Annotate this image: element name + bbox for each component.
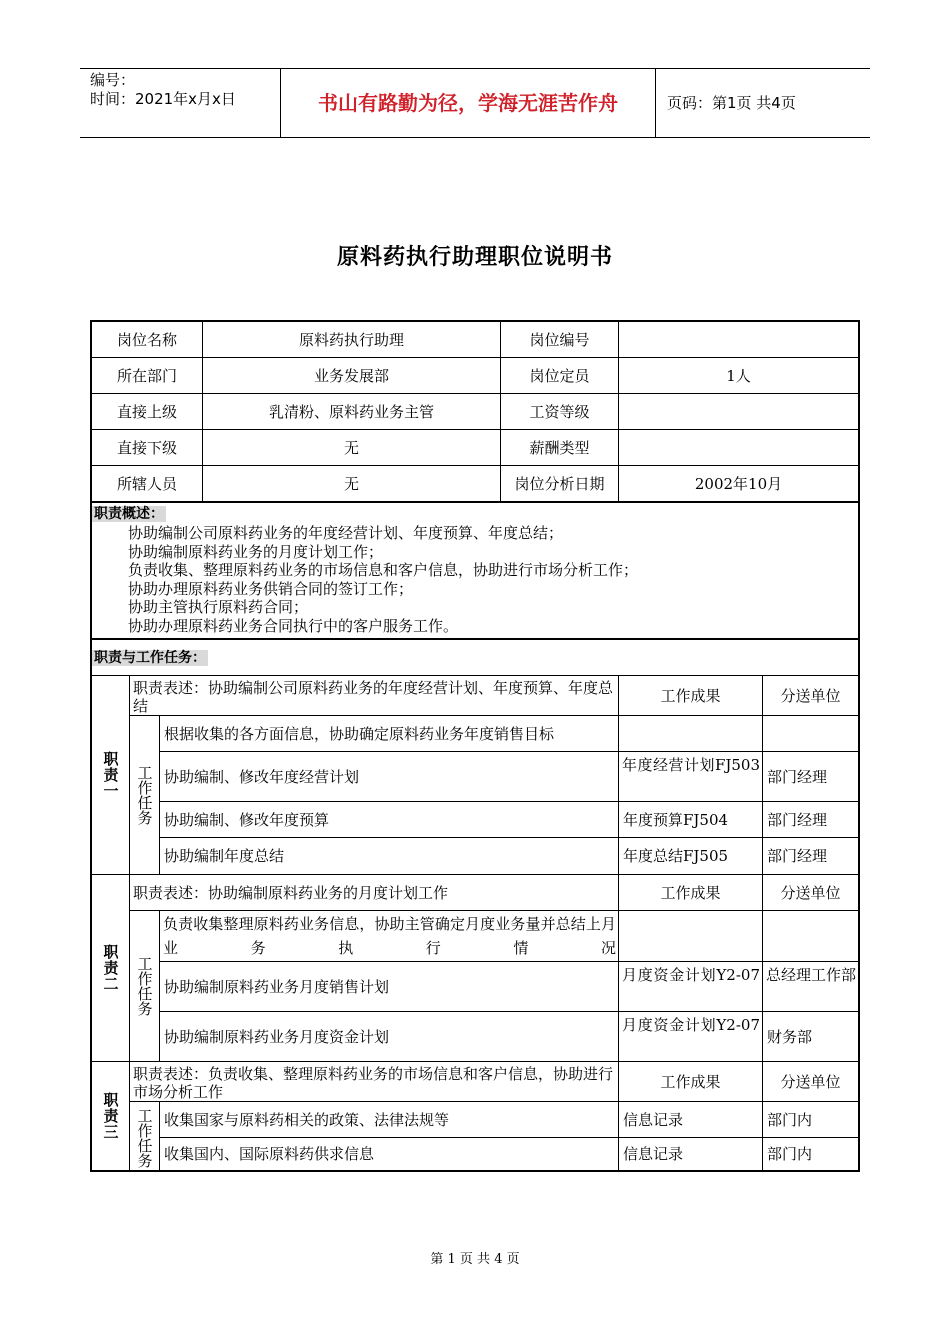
task-sub-label-text: 工作任务 xyxy=(135,956,154,1016)
result-column-header: 工作成果 xyxy=(619,1062,763,1102)
task-sub-label xyxy=(130,911,160,1062)
header-motto: 书山有路勤为径，学海无涯苦作舟 xyxy=(280,69,656,137)
task-result: 年度经营计划FJ503 xyxy=(619,752,763,802)
result-column-header: 工作成果 xyxy=(619,676,763,716)
document-title: 原料药执行助理职位说明书 xyxy=(336,245,613,270)
basic-label-1: 直接上级 xyxy=(92,394,203,430)
duty-label-text: 职责一 xyxy=(101,751,120,799)
destination-column-header: 分送单位 xyxy=(763,676,858,716)
task-item: 收集国内、国际原料药供求信息 xyxy=(160,1138,619,1170)
task-item: 根据收集的各方面信息，协助确定原料药业务年度销售目标 xyxy=(160,716,619,752)
task-destination: 部门经理 xyxy=(763,752,858,802)
basic-label-2: 岗位编号 xyxy=(501,322,619,358)
basic-label-1: 直接下级 xyxy=(92,430,203,466)
summary-label: 职责概述： xyxy=(94,506,164,522)
summary-line: 协助编制公司原料药业务的年度经营计划、年度预算、年度总结； xyxy=(128,524,564,542)
task-sub-label xyxy=(130,1102,160,1170)
task-destination: 总经理工作部 xyxy=(763,962,858,1012)
task-destination xyxy=(763,911,858,962)
task-destination xyxy=(763,716,858,752)
task-item: 协助编制、修改年度经营计划 xyxy=(160,752,619,802)
summary-line: 协助办理原料药业务供销合同的签订工作； xyxy=(128,579,414,598)
basic-value-1: 无 xyxy=(203,466,501,503)
tasks-label: 职责与工作任务： xyxy=(94,650,206,666)
basic-label-2: 岗位定员 xyxy=(501,358,619,394)
job-description-table xyxy=(90,320,860,1172)
summary-line: 协助编制原料药业务的月度计划工作； xyxy=(128,542,384,561)
duty-description: 职责表述：协助编制公司原料药业务的年度经营计划、年度预算、年度总结 xyxy=(130,676,619,716)
task-destination: 部门内 xyxy=(763,1102,858,1138)
duty-description: 职责表述：协助编制原料药业务的月度计划工作 xyxy=(130,875,619,911)
date-label: 时间：2021年x月x日 xyxy=(90,90,236,108)
number-label: 编号： xyxy=(90,71,136,89)
destination-column-header: 分送单位 xyxy=(763,875,858,911)
duty-label xyxy=(92,875,130,1062)
header-meta xyxy=(80,69,280,137)
duty-label xyxy=(92,676,130,875)
task-destination: 部门经理 xyxy=(763,802,858,838)
task-item: 协助编制原料药业务月度资金计划 xyxy=(160,1012,619,1062)
basic-value-1: 原料药执行助理 xyxy=(203,322,501,358)
task-result xyxy=(619,716,763,752)
task-item: 协助编制、修改年度预算 xyxy=(160,802,619,838)
task-item: 协助编制年度总结 xyxy=(160,838,619,875)
task-result: 信息记录 xyxy=(619,1138,763,1170)
duty-label-text: 职责三 xyxy=(101,1092,120,1140)
basic-label-1: 岗位名称 xyxy=(92,322,203,358)
basic-value-2 xyxy=(619,394,858,430)
header-page-info: 页码：第1页 共4页 xyxy=(667,94,796,112)
summary-lines xyxy=(128,524,638,635)
basic-value-2: 2002年10月 xyxy=(619,466,858,503)
basic-label-1: 所辖人员 xyxy=(92,466,203,503)
task-destination: 部门内 xyxy=(767,1145,813,1163)
task-destination: 部门经理 xyxy=(763,838,858,875)
task-result: 信息记录 xyxy=(619,1102,763,1138)
basic-value-1: 乳清粉、原料药业务主管 xyxy=(203,394,501,430)
task-item: 收集国家与原料药相关的政策、法律法规等 xyxy=(160,1102,619,1138)
page-header xyxy=(80,68,870,138)
duty-label-text: 职责二 xyxy=(101,944,120,992)
task-result: 年度总结FJ505 xyxy=(619,838,763,875)
basic-value-2: 1人 xyxy=(619,358,858,394)
basic-value-2 xyxy=(619,322,858,358)
basic-label-2: 岗位分析日期 xyxy=(501,466,619,503)
task-destination: 财务部 xyxy=(763,1012,858,1062)
basic-label-1: 所在部门 xyxy=(92,358,203,394)
duty-label xyxy=(92,1062,130,1170)
task-result: 年度预算FJ504 xyxy=(619,802,763,838)
task-item: 负责收集整理原料药业务信息，协助主管确定月度业务量并总结上月业务执行情况 xyxy=(160,911,619,962)
page-footer: 第 1 页 共 4 页 xyxy=(430,1252,520,1267)
task-sub-label-text: 工作任务 xyxy=(135,765,154,825)
basic-label-2: 薪酬类型 xyxy=(501,430,619,466)
summary-line: 负责收集、整理原料药业务的市场信息和客户信息，协助进行市场分析工作； xyxy=(128,561,639,579)
summary-line: 协助办理原料药业务合同执行中的客户服务工作。 xyxy=(128,616,459,635)
task-result: 月度资金计划Y2-07 xyxy=(619,1012,763,1062)
tasks-section-header xyxy=(92,640,858,676)
task-result: 月度资金计划Y2-07 xyxy=(619,962,763,1012)
basic-value-2 xyxy=(619,430,858,466)
task-sub-label xyxy=(130,716,160,875)
destination-column-header: 分送单位 xyxy=(763,1062,858,1102)
basic-value-1: 业务发展部 xyxy=(203,358,501,394)
basic-label-2: 工资等级 xyxy=(501,394,619,430)
summary-line: 协助主管执行原料药合同； xyxy=(128,598,309,616)
duty-description: 职责表述：负责收集、整理原料药业务的市场信息和客户信息，协助进行市场分析工作 xyxy=(130,1062,619,1102)
task-result xyxy=(619,911,763,962)
task-item: 协助编制原料药业务月度销售计划 xyxy=(160,962,619,1012)
result-column-header: 工作成果 xyxy=(619,875,763,911)
basic-value-1: 无 xyxy=(203,430,501,466)
task-sub-label-text: 工作任务 xyxy=(135,1108,154,1168)
